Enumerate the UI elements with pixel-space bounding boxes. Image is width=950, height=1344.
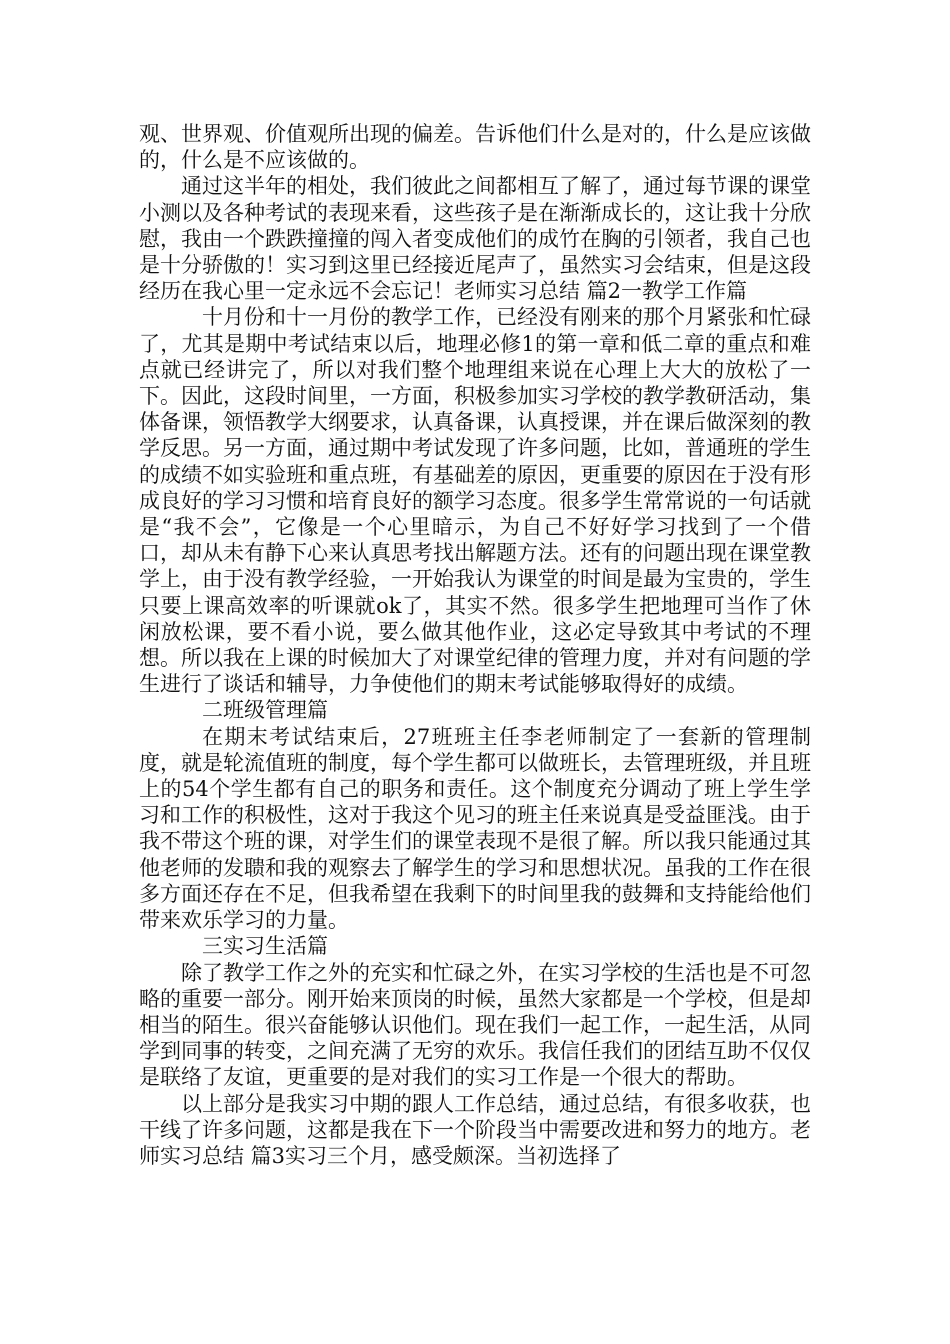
section-heading-class-management: 二班级管理篇 [202, 698, 328, 723]
paragraph-teaching-work: 十月份和十一月份的教学工作，已经没有刚来的那个月紧张和忙碌了，尤其是期中考试结束以后，地理必修1的第一章和低二章的重点和难点就已经讲完了，所以对我们整个地理组来说在心理上大大的放松了一下。因此，这段时间里，一方面，积极参加实习学校的教学教研活动，集体备课，领悟教学大纲要求，认真备课，认真授课，并在课后做深刻的教学反思。另一方面，通过期中考试发现了许多问题，比如，普通班的学生的成绩不如实验班和重点班，有基础差的原因，更重要的原因在于没有形成良好的学习习惯和培育良好的额学习态度。很多学生常常说的一句话就是“我不会”，它像是一个心里暗示，为自己不好好学习找到了一个借口，却从未有静下心来认真思考找出解题方法。还有的问题出现在课堂教学上，由于没有教学经验，一开始我认为课堂的时间是最为宝贵的，学生只要上课高效率的听课就ok了，其实不然。很多学生把地理可当作了休闲放松课，要不看小说，要么做其他作业，这必定导致其中考试的不理想。所以我在上课的时候加大了对课堂纪律的管理力度，并对有问题的学生进行了谈话和辅导，力争使他们的期末考试能够取得好的成绩。 [139, 305, 811, 697]
paragraph-continuation: 观、世界观、价值观所出现的偏差。告诉他们什么是对的，什么是应该做的，什么是不应该做的。 [139, 122, 811, 173]
paragraph-summary: 以上部分是我实习中期的跟人工作总结，通过总结，有很多收获，也干线了许多问题，这都是我在下一个阶段当中需要改进和努力的地方。老师实习总结 篇3实习三个月，感受颇深。当初选择了 [139, 1091, 811, 1168]
paragraph-internship-life: 除了教学工作之外的充实和忙碌之外，在实习学校的生活也是不可忽略的重要一部分。刚开始来顶岗的时候，虽然大家都是一个学校，但是却相当的陌生。很兴奋能够认识他们。现在我们一起工作，一起生活，从同学到同事的转变，之间充满了无穷的欢乐。我信任我们的团结互助不仅仅是联络了友谊，更重要的是对我们的实习工作是一个很大的帮助。 [139, 960, 811, 1090]
paragraph-reflection: 通过这半年的相处，我们彼此之间都相互了解了，通过每节课的课堂小测以及各种考试的表现来看，这些孩子是在渐渐成长的，这让我十分欣慰，我由一个跌跌撞撞的闯入者变成他们的成竹在胸的引领者，我自己也是十分骄傲的！实习到这里已经接近尾声了，虽然实习会结束，但是这段经历在我心里一定永远不会忘记！老师实习总结 篇2一教学工作篇 [139, 174, 811, 304]
section-heading-internship-life: 三实习生活篇 [202, 934, 328, 959]
paragraph-class-management: 在期末考试结束后，27班班主任李老师制定了一套新的管理制度，就是轮流值班的制度，每个学生都可以做班长，去管理班级，并且班上的54个学生都有自己的职务和责任。这个制度充分调动了班上学生学习和工作的积极性，这对于我这个见习的班主任来说真是受益匪浅。由于我不带这个班的课，对学生们的课堂表现不是很了解。所以我只能通过其他老师的发聩和我的观察去了解学生的学习和思想状况。虽我的工作在很多方面还存在不足，但我希望在我剩下的时间里我的鼓舞和支持能给他们带来欢乐学习的力量。 [139, 724, 811, 933]
document-body [139, 121, 811, 1169]
